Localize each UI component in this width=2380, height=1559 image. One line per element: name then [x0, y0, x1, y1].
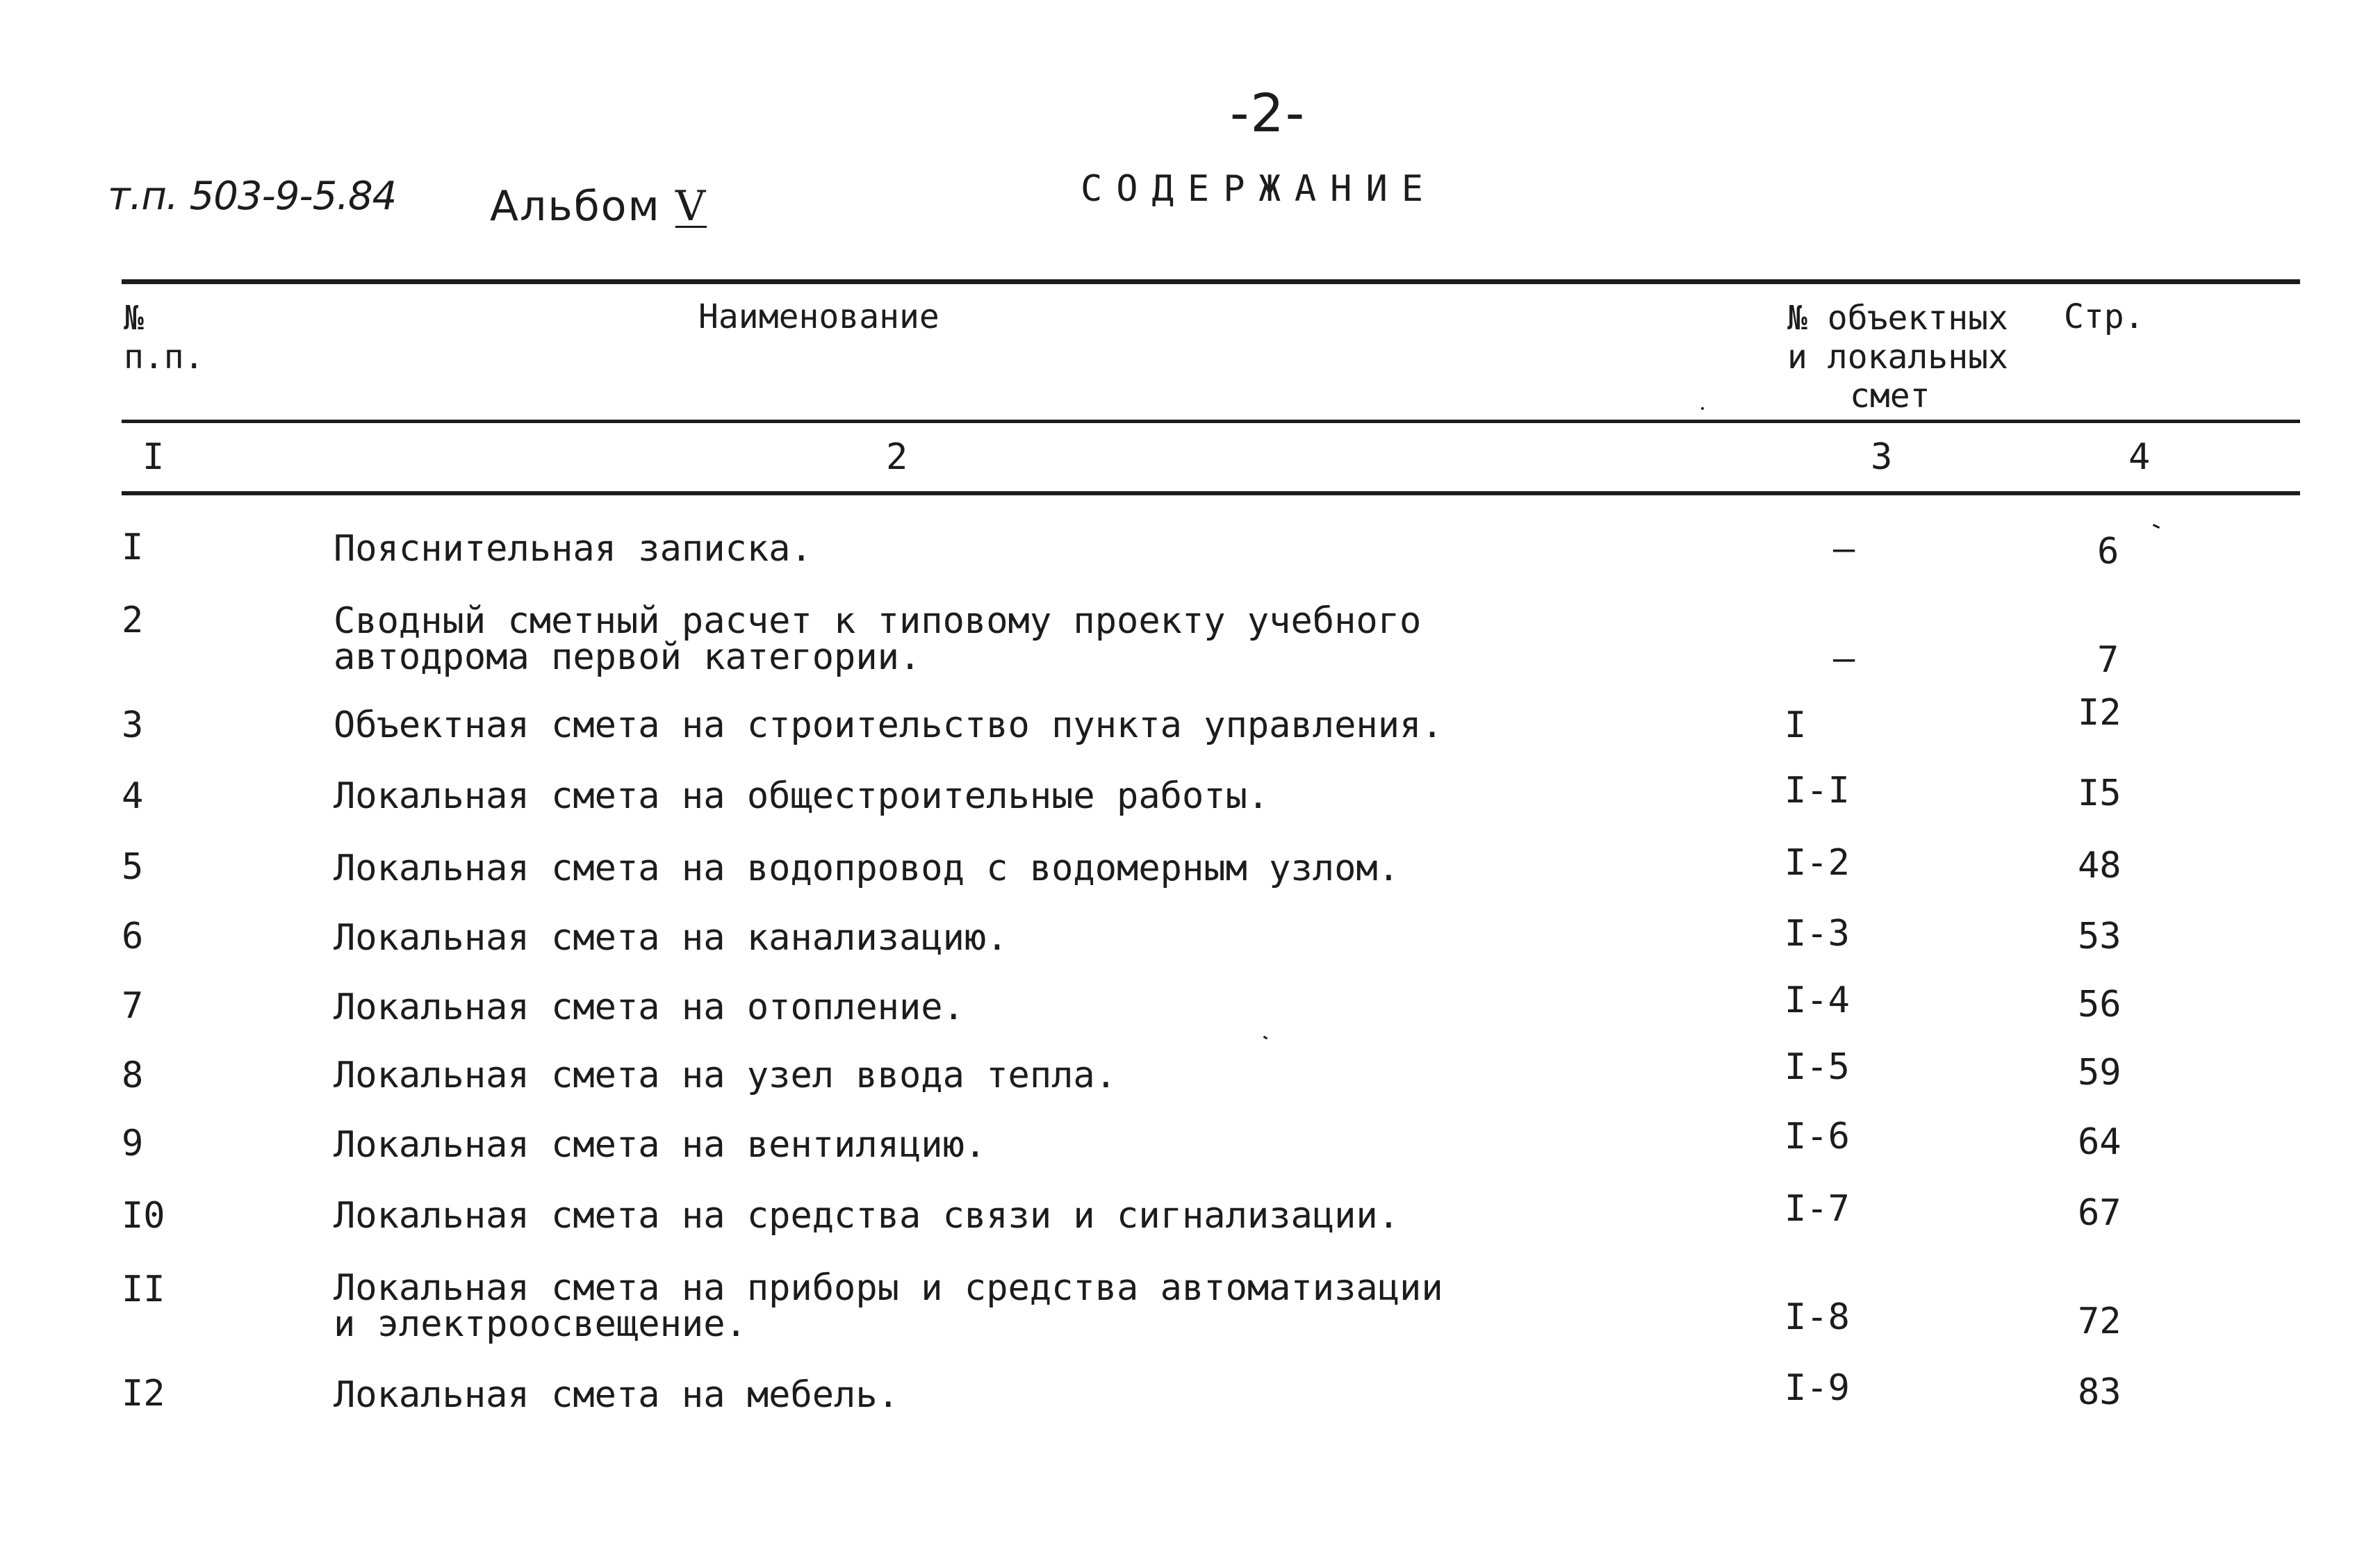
row-3-name: Объектная смета на строительство пункта управления.	[334, 704, 1443, 746]
header-bottom-rule	[122, 420, 2300, 423]
scan-mark	[1263, 1036, 1268, 1040]
row-7-name: Локальная смета на отопление.	[334, 987, 965, 1028]
row-10-page: 67	[2078, 1192, 2122, 1234]
row-1-num: I	[122, 527, 144, 568]
row-6-smeta: I-3	[1784, 913, 1850, 955]
row-8-name: Локальная смета на узел ввода тепла.	[334, 1055, 1117, 1096]
row-2-num: 2	[122, 600, 144, 641]
row-5-smeta: I-2	[1784, 842, 1850, 884]
row-11-smeta: I-8	[1784, 1296, 1850, 1338]
row-9-num: 9	[122, 1123, 144, 1164]
row-12-name: Локальная смета на мебель.	[334, 1374, 899, 1416]
column-number-2: 2	[886, 436, 908, 478]
row-1-page: 6	[2097, 531, 2119, 572]
row-11-page: 72	[2078, 1301, 2122, 1342]
row-2-page: 7	[2097, 639, 2119, 681]
row-7-num: 7	[122, 985, 144, 1027]
row-4-name: Локальная смета на общестроительные работы.	[334, 775, 1270, 817]
row-12-page: 83	[2078, 1371, 2122, 1413]
row-6-name: Локальная смета на канализацию.	[334, 917, 1008, 959]
row-10-num: I0	[122, 1195, 165, 1237]
row-5-name: Локальная смета на водопровод с водомерным узлом.	[334, 848, 1400, 889]
column-header-num: № п.п.	[124, 299, 204, 377]
row-4-num: 4	[122, 775, 144, 817]
row-4-page: I5	[2078, 773, 2122, 814]
row-8-smeta: I-5	[1784, 1046, 1850, 1088]
table-top-rule	[122, 279, 2300, 284]
row-2-smeta: –	[1833, 638, 1855, 679]
row-5-num: 5	[122, 846, 144, 888]
scan-mark	[2153, 524, 2160, 529]
row-9-name: Локальная смета на вентиляцию.	[334, 1124, 987, 1166]
row-1-name: Пояснительная записка.	[334, 528, 812, 570]
column-header-smeta: № объектных и локальных смет	[1787, 299, 2008, 415]
row-8-page: 59	[2078, 1052, 2122, 1094]
column-numbers-rule	[122, 491, 2300, 495]
row-12-smeta: I-9	[1784, 1367, 1850, 1409]
page-number: -2-	[1230, 82, 1306, 144]
row-9-smeta: I-6	[1784, 1116, 1850, 1157]
row-3-num: 3	[122, 704, 144, 746]
scan-mark	[1701, 407, 1704, 410]
album-label	[490, 182, 707, 231]
row-1-smeta: –	[1833, 528, 1855, 570]
row-3-smeta: I	[1784, 704, 1807, 746]
document-code: т.п. 503-9-5.84	[108, 174, 397, 219]
row-8-num: 8	[122, 1055, 144, 1096]
column-number-3: 3	[1871, 436, 1893, 478]
album-word: Альбом	[490, 182, 661, 231]
row-4-smeta: I-I	[1784, 770, 1850, 811]
page-title: СОДЕРЖАНИЕ	[1081, 168, 1438, 210]
row-11-name: Локальная смета на приборы и средства автоматизации и электроосвещение.	[334, 1267, 1443, 1345]
column-header-page: Стр.	[2064, 297, 2144, 336]
row-11-num: II	[122, 1269, 165, 1310]
row-12-num: I2	[122, 1373, 165, 1414]
row-6-num: 6	[122, 916, 144, 957]
column-header-name: Наименование	[698, 297, 939, 336]
row-10-smeta: I-7	[1784, 1188, 1850, 1230]
row-3-page: I2	[2078, 692, 2122, 734]
row-7-smeta: I-4	[1784, 980, 1850, 1021]
row-2-name: Сводный сметный расчет к типовому проекту учебного автодрома первой категории.	[334, 600, 1422, 678]
row-6-page: 53	[2078, 916, 2122, 957]
row-7-page: 56	[2078, 984, 2122, 1025]
row-9-page: 64	[2078, 1121, 2122, 1163]
column-number-4: 4	[2128, 436, 2151, 478]
column-number-1: I	[142, 436, 165, 478]
album-volume: V	[675, 182, 707, 231]
row-10-name: Локальная смета на средства связи и сигнализации.	[334, 1195, 1400, 1237]
row-5-page: 48	[2078, 845, 2122, 886]
